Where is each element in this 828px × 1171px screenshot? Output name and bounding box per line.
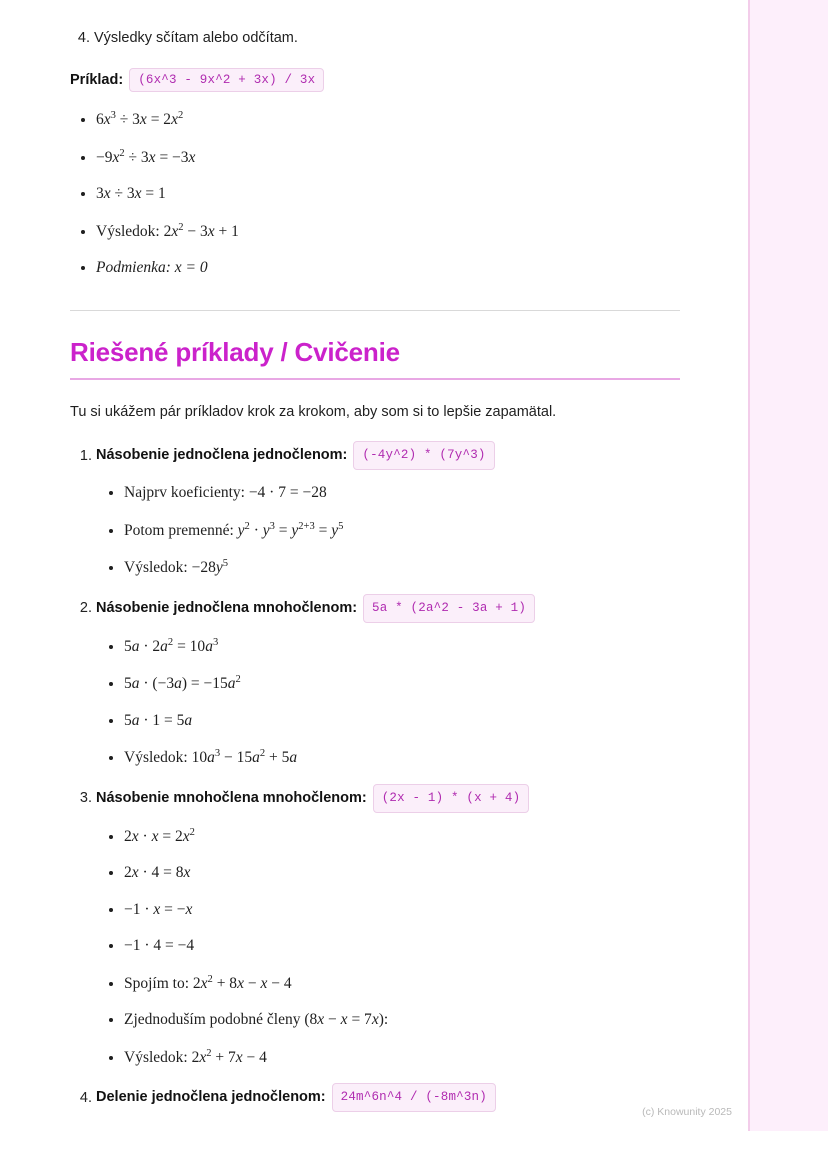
math-expression: Výsledok: $10a^3 - 15a^2 + 5a$ bbox=[124, 748, 298, 767]
list-item bbox=[124, 710, 680, 732]
list-item bbox=[124, 862, 680, 884]
list-item bbox=[124, 972, 680, 996]
math-expression: Výsledok: $2x^2 - 3x + 1$ bbox=[96, 221, 239, 240]
list-item bbox=[96, 594, 680, 770]
section-divider bbox=[70, 310, 680, 311]
title-underline bbox=[70, 378, 680, 380]
intro-paragraph: Tu si ukážem pár príkladov krok za krokom, aby som si to lepšie zapamätal. bbox=[70, 403, 557, 420]
list-item bbox=[124, 635, 680, 659]
math-expression: 2x · 4 = 8x bbox=[124, 864, 191, 882]
example-code-chip: (2x - 1) * (x + 4) bbox=[373, 784, 530, 813]
math-expression: Zjednoduším podobné členy (8x − x = 7x): bbox=[124, 1011, 389, 1029]
example-title: Násobenie jednočlena jednočlenom: bbox=[96, 447, 348, 464]
example-steps-list bbox=[96, 482, 680, 580]
math-expression: −1 · x = −x bbox=[124, 900, 193, 918]
math-expression: Výsledok: $2x^2 + 7x - 4$ bbox=[124, 1047, 267, 1066]
math-expression: 3x ÷ 3x = 1 bbox=[96, 185, 166, 202]
example-code-chip: 5a * (2a^2 - 3a + 1) bbox=[363, 594, 535, 623]
list-item bbox=[124, 482, 680, 504]
list-item bbox=[96, 108, 680, 132]
list-item bbox=[124, 672, 680, 696]
example-line bbox=[70, 68, 680, 92]
list-item bbox=[96, 784, 680, 1070]
list-item bbox=[124, 935, 680, 957]
example-steps-list bbox=[70, 108, 680, 280]
math-condition: Podmienka: x = 0 bbox=[96, 259, 208, 277]
math-expression: 5a · 1 = 5a bbox=[124, 711, 193, 729]
example-code-chip: (6x^3 - 9x^2 + 3x) / 3x bbox=[129, 68, 324, 92]
math-expression: $-9x^2 \div 3x = -3x$ bbox=[96, 147, 196, 166]
list-item bbox=[94, 28, 680, 50]
decorative-side-strip bbox=[748, 0, 828, 1131]
page-title: Riešené príklady / Cvičenie bbox=[70, 336, 400, 367]
list-item bbox=[124, 519, 680, 543]
list-item bbox=[96, 1083, 680, 1112]
math-expression: Výsledok: $-28y^5$ bbox=[124, 558, 228, 577]
continued-steps-list bbox=[70, 28, 680, 50]
math-expression: $6x^3 \div 3x = 2x^2$ bbox=[96, 109, 184, 128]
math-expression: $2x \cdot x = 2x^2$ bbox=[124, 826, 195, 845]
example-code-chip: (-4y^2) * (7y^3) bbox=[353, 441, 494, 470]
step-text: Výsledky sčítam alebo odčítam. bbox=[94, 30, 298, 46]
example-label: Príklad: bbox=[70, 71, 124, 88]
list-item bbox=[96, 219, 680, 243]
list-item bbox=[124, 746, 680, 770]
example-title: Delenie jednočlena jednočlenom: bbox=[96, 1089, 326, 1106]
list-item bbox=[124, 899, 680, 921]
list-item bbox=[124, 556, 680, 580]
list-item bbox=[96, 145, 680, 169]
math-expression: Spojím to: $2x^2 + 8x - x - 4$ bbox=[124, 973, 292, 992]
list-item bbox=[124, 825, 680, 849]
list-item bbox=[96, 441, 680, 579]
list-item bbox=[96, 257, 680, 279]
example-title: Násobenie mnohočlena mnohočlenom: bbox=[96, 790, 367, 807]
example-code-chip: 24m^6n^4 / (-8m^3n) bbox=[332, 1083, 496, 1112]
math-expression: −1 · 4 = −4 bbox=[124, 937, 195, 955]
solved-examples-list bbox=[70, 441, 680, 1112]
math-expression: Potom premenné: $y^2 \cdot y^3 = y^{2+3} = y^5$ bbox=[124, 520, 344, 539]
math-expression: $5a \cdot 2a^2 = 10a^3$ bbox=[124, 636, 219, 655]
math-expression: $5a \cdot (-3a) = -15a^2$ bbox=[124, 674, 241, 693]
example-title: Násobenie jednočlena mnohočlenom: bbox=[96, 599, 358, 616]
example-steps-list bbox=[96, 635, 680, 770]
list-item bbox=[124, 1046, 680, 1070]
example-steps-list bbox=[96, 825, 680, 1070]
footer-credit: (c) Knowunity 2025 bbox=[642, 1106, 732, 1118]
math-expression: Najprv koeficienty: −4 · 7 = −28 bbox=[124, 484, 327, 502]
list-item bbox=[124, 1009, 680, 1031]
list-item bbox=[96, 183, 680, 205]
